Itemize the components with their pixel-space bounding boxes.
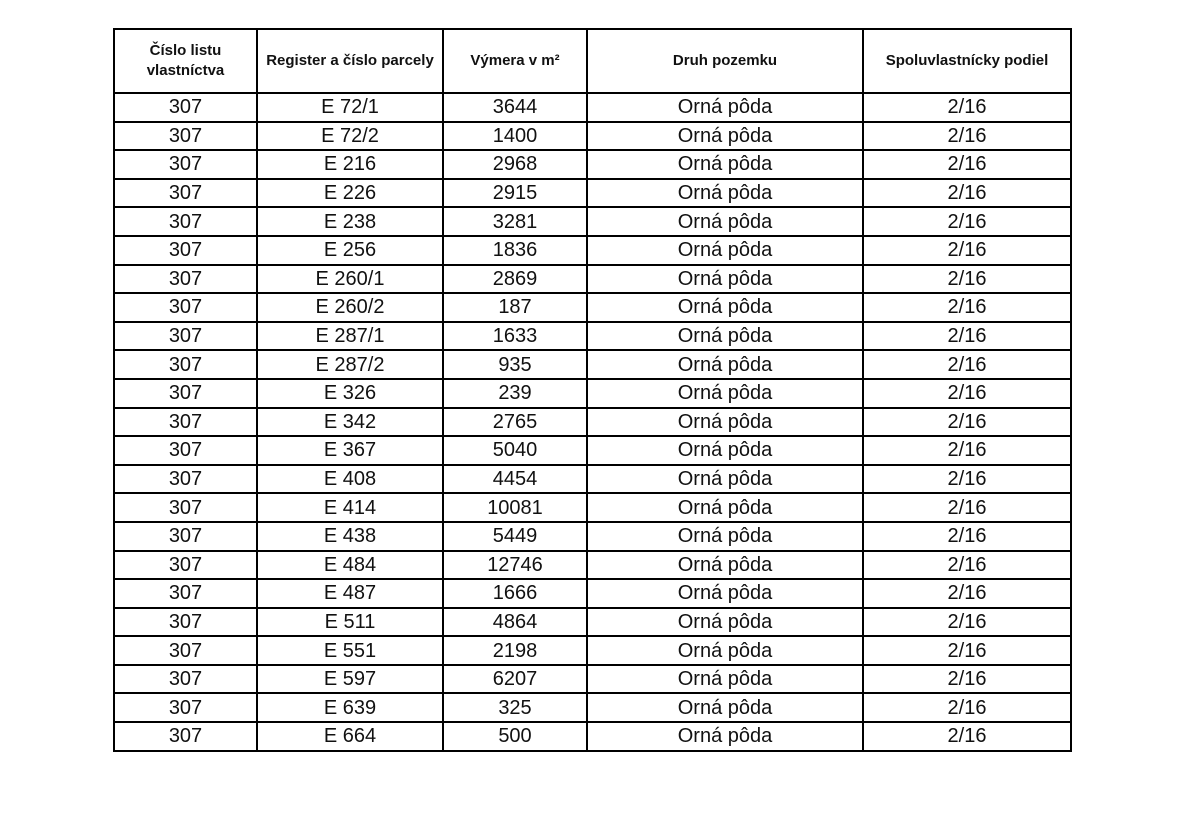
cell-share: 2/16 [863, 293, 1071, 322]
table-row [114, 465, 1071, 494]
table-row [114, 522, 1071, 551]
cell-share: 2/16 [863, 322, 1071, 351]
table-row [114, 551, 1071, 580]
cell-list-number: 307 [114, 93, 257, 122]
cell-parcel: E 511 [257, 608, 443, 637]
cell-land-type: Orná pôda [587, 265, 863, 294]
cell-land-type: Orná pôda [587, 350, 863, 379]
cell-parcel: E 72/1 [257, 93, 443, 122]
cell-land-type: Orná pôda [587, 150, 863, 179]
table-row [114, 265, 1071, 294]
cell-land-type: Orná pôda [587, 722, 863, 751]
cell-land-type: Orná pôda [587, 236, 863, 265]
table-row [114, 293, 1071, 322]
cell-area: 2968 [443, 150, 587, 179]
cell-list-number: 307 [114, 265, 257, 294]
cell-land-type: Orná pôda [587, 551, 863, 580]
cell-list-number: 307 [114, 408, 257, 437]
cell-area: 10081 [443, 493, 587, 522]
cell-share: 2/16 [863, 236, 1071, 265]
column-header-share: Spoluvlastnícky podiel [863, 29, 1071, 93]
cell-parcel: E 72/2 [257, 122, 443, 151]
column-header-list-number: Číslo listu vlastníctva [114, 29, 257, 93]
cell-share: 2/16 [863, 665, 1071, 694]
cell-land-type: Orná pôda [587, 636, 863, 665]
cell-list-number: 307 [114, 522, 257, 551]
cell-share: 2/16 [863, 722, 1071, 751]
cell-list-number: 307 [114, 579, 257, 608]
cell-area: 5040 [443, 436, 587, 465]
cell-share: 2/16 [863, 436, 1071, 465]
cell-share: 2/16 [863, 207, 1071, 236]
cell-land-type: Orná pôda [587, 693, 863, 722]
table-row [114, 493, 1071, 522]
cell-area: 1666 [443, 579, 587, 608]
cell-land-type: Orná pôda [587, 408, 863, 437]
cell-list-number: 307 [114, 122, 257, 151]
cell-land-type: Orná pôda [587, 322, 863, 351]
cell-share: 2/16 [863, 379, 1071, 408]
cell-parcel: E 597 [257, 665, 443, 694]
cell-land-type: Orná pôda [587, 579, 863, 608]
cell-area: 6207 [443, 665, 587, 694]
table-row [114, 379, 1071, 408]
cell-list-number: 307 [114, 293, 257, 322]
cell-area: 3281 [443, 207, 587, 236]
cell-area: 1400 [443, 122, 587, 151]
cell-area: 4454 [443, 465, 587, 494]
column-header-area: Výmera v m² [443, 29, 587, 93]
cell-land-type: Orná pôda [587, 379, 863, 408]
cell-list-number: 307 [114, 436, 257, 465]
cell-area: 3644 [443, 93, 587, 122]
cell-land-type: Orná pôda [587, 207, 863, 236]
cell-list-number: 307 [114, 693, 257, 722]
cell-land-type: Orná pôda [587, 179, 863, 208]
cell-share: 2/16 [863, 693, 1071, 722]
cell-list-number: 307 [114, 350, 257, 379]
cell-parcel: E 287/1 [257, 322, 443, 351]
cell-land-type: Orná pôda [587, 465, 863, 494]
table-row [114, 350, 1071, 379]
cell-share: 2/16 [863, 350, 1071, 379]
cell-parcel: E 287/2 [257, 350, 443, 379]
header-row [114, 29, 1071, 93]
cell-area: 935 [443, 350, 587, 379]
cell-area: 2765 [443, 408, 587, 437]
cell-share: 2/16 [863, 179, 1071, 208]
cell-area: 2915 [443, 179, 587, 208]
cell-list-number: 307 [114, 722, 257, 751]
cell-area: 2869 [443, 265, 587, 294]
cell-parcel: E 260/2 [257, 293, 443, 322]
table-body [114, 93, 1071, 751]
cell-land-type: Orná pôda [587, 93, 863, 122]
cell-share: 2/16 [863, 522, 1071, 551]
cell-parcel: E 484 [257, 551, 443, 580]
table-row [114, 636, 1071, 665]
table-row [114, 207, 1071, 236]
column-header-land-type: Druh pozemku [587, 29, 863, 93]
cell-area: 500 [443, 722, 587, 751]
cell-parcel: E 408 [257, 465, 443, 494]
cell-parcel: E 487 [257, 579, 443, 608]
cell-area: 5449 [443, 522, 587, 551]
cell-share: 2/16 [863, 465, 1071, 494]
cell-area: 239 [443, 379, 587, 408]
table-row [114, 236, 1071, 265]
cell-area: 1633 [443, 322, 587, 351]
table-row [114, 150, 1071, 179]
cell-land-type: Orná pôda [587, 522, 863, 551]
table-header [114, 29, 1071, 93]
cell-share: 2/16 [863, 150, 1071, 179]
cell-area: 187 [443, 293, 587, 322]
cell-list-number: 307 [114, 465, 257, 494]
cell-parcel: E 256 [257, 236, 443, 265]
cell-parcel: E 414 [257, 493, 443, 522]
cell-list-number: 307 [114, 608, 257, 637]
cadastre-table-container [113, 28, 1072, 752]
cell-list-number: 307 [114, 322, 257, 351]
cell-list-number: 307 [114, 179, 257, 208]
column-header-parcel: Register a číslo parcely [257, 29, 443, 93]
cell-share: 2/16 [863, 551, 1071, 580]
cell-share: 2/16 [863, 493, 1071, 522]
table-row [114, 608, 1071, 637]
table-row [114, 322, 1071, 351]
cell-parcel: E 639 [257, 693, 443, 722]
cell-parcel: E 326 [257, 379, 443, 408]
cell-list-number: 307 [114, 236, 257, 265]
cell-list-number: 307 [114, 551, 257, 580]
cell-parcel: E 367 [257, 436, 443, 465]
cell-list-number: 307 [114, 493, 257, 522]
table-row [114, 693, 1071, 722]
cell-share: 2/16 [863, 579, 1071, 608]
cell-share: 2/16 [863, 265, 1071, 294]
table-row [114, 722, 1071, 751]
table-row [114, 122, 1071, 151]
cell-parcel: E 342 [257, 408, 443, 437]
cell-list-number: 307 [114, 665, 257, 694]
cell-share: 2/16 [863, 122, 1071, 151]
cell-parcel: E 238 [257, 207, 443, 236]
cell-area: 4864 [443, 608, 587, 637]
table-row [114, 179, 1071, 208]
cell-parcel: E 438 [257, 522, 443, 551]
cell-list-number: 307 [114, 207, 257, 236]
cell-list-number: 307 [114, 636, 257, 665]
cell-parcel: E 551 [257, 636, 443, 665]
cell-list-number: 307 [114, 379, 257, 408]
cell-land-type: Orná pôda [587, 493, 863, 522]
cell-land-type: Orná pôda [587, 608, 863, 637]
cadastre-table [113, 28, 1072, 752]
cell-land-type: Orná pôda [587, 122, 863, 151]
cell-share: 2/16 [863, 93, 1071, 122]
cell-parcel: E 260/1 [257, 265, 443, 294]
table-row [114, 408, 1071, 437]
table-row [114, 579, 1071, 608]
cell-area: 12746 [443, 551, 587, 580]
cell-land-type: Orná pôda [587, 293, 863, 322]
table-row [114, 665, 1071, 694]
cell-share: 2/16 [863, 408, 1071, 437]
cell-area: 1836 [443, 236, 587, 265]
cell-list-number: 307 [114, 150, 257, 179]
cell-land-type: Orná pôda [587, 665, 863, 694]
cell-parcel: E 664 [257, 722, 443, 751]
cell-area: 325 [443, 693, 587, 722]
cell-share: 2/16 [863, 608, 1071, 637]
cell-share: 2/16 [863, 636, 1071, 665]
cell-parcel: E 226 [257, 179, 443, 208]
cell-land-type: Orná pôda [587, 436, 863, 465]
cell-parcel: E 216 [257, 150, 443, 179]
cell-area: 2198 [443, 636, 587, 665]
table-row [114, 93, 1071, 122]
table-row [114, 436, 1071, 465]
